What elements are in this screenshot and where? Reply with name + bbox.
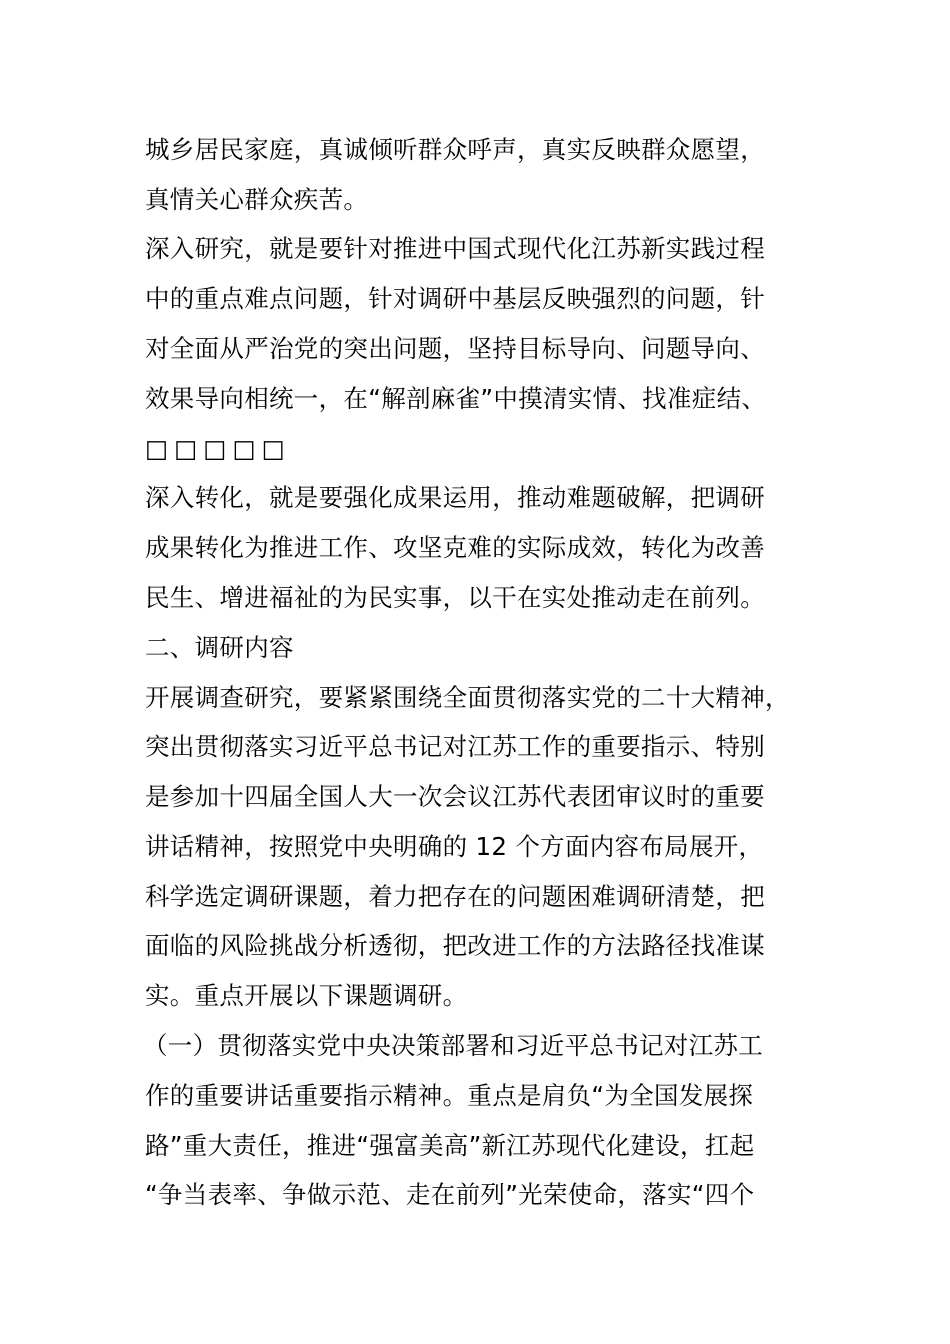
text-line: 深入研究，就是要针对推进中国式现代化江苏新实践过程 (145, 234, 765, 263)
text-line: 实。重点开展以下课题调研。 (145, 981, 468, 1010)
text-line: 成果转化为推进工作、攻坚克难的实际成效，转化为改善 (145, 533, 765, 562)
text-line: “争当表率、争做示范、走在前列”光荣使命，落实“四个 (145, 1180, 755, 1209)
text-line: 对全面从严治党的突出问题，坚持目标导向、问题导向、 (145, 334, 765, 363)
text-line: 真情关心群众疾苦。 (145, 185, 369, 214)
text-line: 是参加十四届全国人大一次会议江苏代表团审议时的重要 (145, 782, 765, 811)
subsection-heading: （一）贯彻落实党中央决策部署和习近平总书记对江苏工 (143, 1031, 763, 1060)
text-line: 开展调查研究，要紧紧围绕全面贯彻落实党的二十大精神， (145, 683, 790, 712)
text-line: 讲话精神，按照党中央明确的 12 个方面内容布局展开， (145, 832, 764, 861)
text-line: 面临的风险挑战分析透彻，把改进工作的方法路径找准谋 (145, 931, 765, 960)
section-heading: 二、调研内容 (145, 633, 294, 662)
text-line: 中的重点难点问题，针对调研中基层反映强烈的问题，针 (145, 284, 765, 313)
missing-glyph-line: □□□□□ (145, 434, 291, 463)
text-line: 深入转化，就是要强化成果运用，推动难题破解，把调研 (145, 483, 765, 512)
text-line: 科学选定调研课题，着力把存在的问题困难调研清楚，把 (145, 882, 765, 911)
text-line: 效果导向相统一，在“解剖麻雀”中摸清实情、找准症结、 (145, 384, 767, 413)
text-line: 路”重大责任，推进“强富美高”新江苏现代化建设，扛起 (145, 1131, 755, 1160)
text-line: 作的重要讲话重要指示精神。重点是肩负“为全国发展探 (145, 1081, 754, 1110)
text-line: 城乡居民家庭，真诚倾听群众呼声，真实反映群众愿望， (145, 135, 765, 164)
text-line: 突出贯彻落实习近平总书记对江苏工作的重要指示、特别 (145, 732, 765, 761)
text-line: 民生、增进福祉的为民实事，以干在实处推动走在前列。 (145, 583, 765, 612)
